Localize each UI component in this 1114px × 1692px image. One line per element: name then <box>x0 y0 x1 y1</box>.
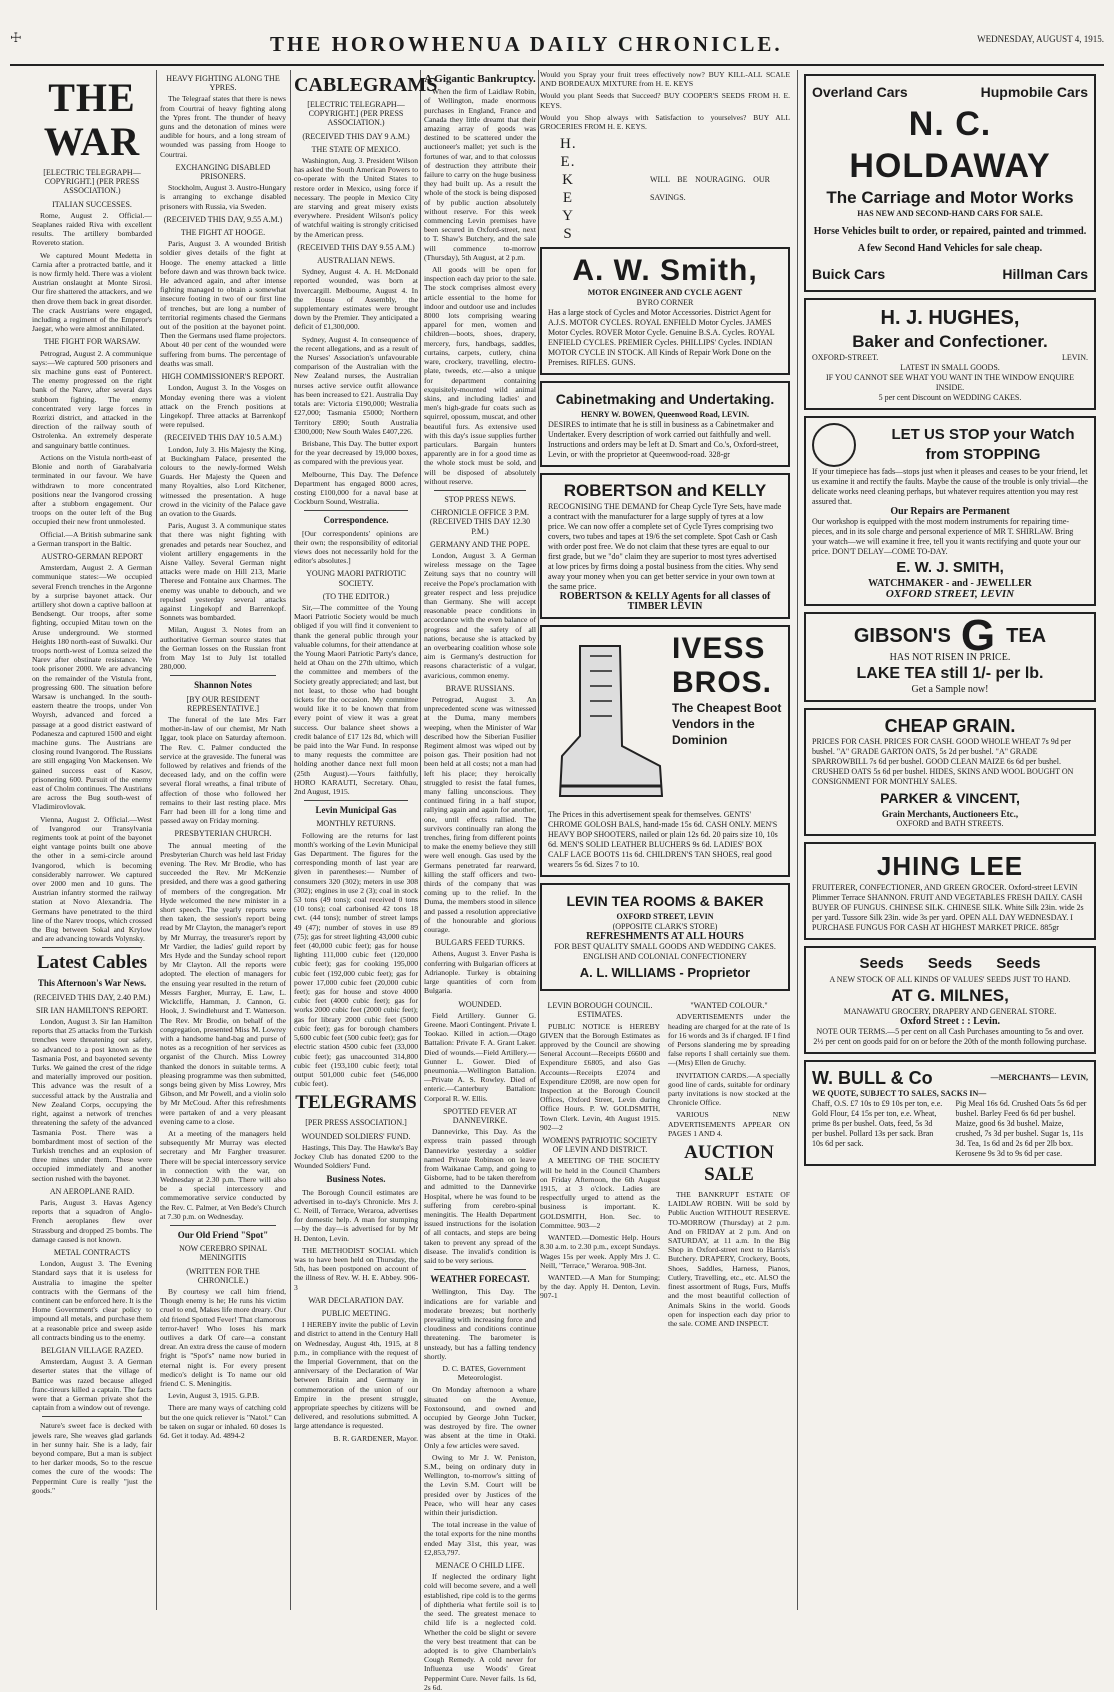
advert-verse: Nature's sweet face is decked with jewels rare, She weaves glad garlands in her sunny hair. She is a lady, fair beyond compare, But a man is subject to her darker moods, So to the rescue comes the cure of the woods: The Peppermint Cure is really "just the goods." <box>32 1421 152 1495</box>
gibson-line: Get a Sample now! <box>911 684 989 695</box>
article-paragraph: London, August 3. Sir Ian Hamilton reports that 25 attacks from the Turkish trenches were threatening our safety, so advanced to a post known as the Tasmania Post, and bayoneted seventy Turks. We gained the crest of the ridge and materially improved our position. This advance was the result of a successful attack by the Australia and New Zealand Corps, occupying the right, against a network of trenches threatening the safety of the advanced Tasmania Post. There was a bombardment most of section of the Turkish trenches and an explosion of three mines under them. These were occupied immediately and another section rushed with the bayonet. <box>32 1017 152 1183</box>
tea-rooms-advert <box>540 883 790 991</box>
holdaway-sub: The Carriage and Motor Works <box>826 188 1074 207</box>
pope-heading: GERMANY AND THE POPE. <box>429 539 530 549</box>
tea-sub: OXFORD STREET, LEVIN <box>616 912 714 922</box>
keys-ad-line: Would you Spray your fruit trees effectively now? BUY KILL-ALL SCALE AND BORDEAUX MIXTURE from H. E. KEYS <box>540 70 790 89</box>
wanted-notice: WANTED.—A Man for Stumping; by the day. Apply H. Denton, Levin. 907-1 <box>540 1272 660 1301</box>
article-paragraph: All goods will be open for inspection each day prior to the sale. The stock comprises almost every article essential to the home for indoor and outdoor use and includes 8000 lots comprising wearing apparel for men, women and children—boots, shoes, drapery, mercery, furs, handbags, saddles, curtains, carpets, cutlery, china ware, crockery, travelling, electro-plate, tweeds, etc.—also a unique for department containing exquisitely-mounted wild animal skins, and including ladies' and men's high-grade fur coats such as squirrel, opossum, muscat, and other beautiful furs. As extensive used with this day's issue supplies further particulars. Bargain hunters apparently are in for a good time as the whole stock must be sold, and will be disposed of absolutely without reserve. <box>424 265 536 486</box>
russians-heading: BRAVE RUSSIANS. <box>445 683 515 693</box>
grain-prices: PRICES FOR CASH. PRICES FOR CASH. GOOD WHOLE WHEAT 7s 9d per bushel. "A" GRADE GARTON OATS, 5s 2d per bushel. "A" GRADE SPARROWBILL 7s 6d per bushel. GOOD CLEAN MAIZE 6s 6d per bushel. CRUSHED OATS 5s 6d per bushel. HIDES, SKINS AND WOOL BOUGHT ON CONSIGNMENT FOR MONTHLY SALES. <box>812 737 1074 786</box>
jhing-details: FRUITERER, CONFECTIONER, AND GREEN GROCER. Oxford-street LEVIN Plimmer Terrace SHANNON. FRUIT AND VEGETABLES FRESH DAILY. CASH BUYER OF FUNGUS. CHINESE SILK. CHINESE SILK. White Silk 23in. wide 2s per yard. Tussore Silk 23in. wide 3s per yard. OPEN ALL DAY WEDNESDAY. I PURCHASE FUNGUS FOR CASH AT HIGHEST MARKET PRICE. 885gr <box>812 883 1084 932</box>
belgian-heading: BELGIAN VILLAGE RAZED. <box>40 1345 144 1355</box>
bowen-title: Cabinetmaking and Undertaking. <box>555 391 775 408</box>
hughes-advert <box>804 298 1096 410</box>
bowen-name: HENRY W. BOWEN, Queenwood Road, LEVIN. <box>580 410 750 420</box>
article-paragraph: Paris, August 3. A communique states that there was night fighting with grenades and petards near Souchez, and violent artillery engagements in the Aisne Valley. Several German night attacks were made on Hill 213, Marie Therese and Fontaine aux Charmes. The enemy was unable to debouch, and we repulsed yesterday several attacks against Lingekopf and Barrenkopf. Sonnets was bombarded. <box>160 521 286 623</box>
article-paragraph: Rome, August 2. Official.—Seaplanes raided Riva with excellent results. The artillery bombarded Rovereto station. <box>32 210 152 248</box>
boot-illustration <box>550 636 670 806</box>
milnes-name: AT G. MILNES, <box>891 986 1009 1005</box>
hughes-sub: Baker and Confectioner. <box>852 332 1048 351</box>
article-paragraph: The funeral of the late Mrs Farr mother-in-law of our chemist, Mr Nath Iggar, took place on Saturday afternoon. The Rev. C. Palmer conducted the service at the graveside. The funeral was followed by relatives and friends of the deceased lady, and on the coffin were several floral wreaths, a final tribute of affection of those who followed her remains to their last resting place. Mrs Farr had been ill for a long time and passed away on Friday morning. <box>160 715 286 826</box>
masthead-mark: ☩ <box>10 30 22 45</box>
presbyterian-heading: PRESBYTERIAN CHURCH. <box>174 829 272 839</box>
watch-permanent: Our Repairs are Permanent <box>890 506 1010 517</box>
article-paragraph: Washington, Aug. 3. President Wilson has asked the South American Powers to co-operate with the United States to restore order in Mexico, using force if necessary. The people in Mexico City are starving and great misery exists everywhere. President Wilson's policy of watchful waiting is strongly criticised by the American press. <box>294 156 418 239</box>
holdaway-name: N. C. HOLDAWAY <box>849 105 1051 185</box>
friend-heading: Our Old Friend "Spot" <box>177 1229 269 1240</box>
hupmobile-cars: Hupmobile Cars <box>980 84 1088 100</box>
mayor-signature: B. R. GARDENER, Mayor. <box>333 1433 418 1443</box>
seeds-line: A NEW STOCK OF ALL KINDS OF VALUES' SEEDS JUST TO HAND. <box>829 975 1071 984</box>
warsaw-heading: THE FIGHT FOR WARSAW. <box>43 337 141 347</box>
metal-heading: METAL CONTRACTS <box>53 1247 131 1257</box>
rk-details: RECOGNISING THE DEMAND for Cheap Cycle Tyre Sets, have made a contract with the manufacturer for a large supply of tyres at a low price. We can now offer a complete set of Cycle Tyres comprising two covers, two tubes and tapes at 19/6 the set complete. Spot Cash or Cash with order post free. We do not claim that these tyres are equal to our first grade, but we "do" claim they are superior to most tyres advertised at low prices by firms doing a postal business from the cities. Why send away your money when you can get better service in your own town at the same price. <box>548 502 782 592</box>
article-paragraph: If neglected the ordinary light cold will become severe, and a well established, ripe cold is to the germs of diphtheria what fertile soil is to the seed. The greatest menace to child life is a neglected cold. Whether the cold be slight or severe the very best treatment that can be adopted is to give Chamberlain's Cough Remedy. A cold never for Influenza use Woods' Great Peppermint Cure. Never fails. 1s 6d, 2s 6d. <box>424 1572 536 1692</box>
column-divider <box>538 70 539 1610</box>
gibson-g: G <box>960 611 997 660</box>
ypres-heading: HEAVY FIGHTING ALONG THE YPRES. <box>166 74 280 93</box>
holdaway-line: HAS NEW AND SECOND-HAND CARS FOR SALE. <box>857 209 1043 218</box>
article-paragraph: London, August 3. A German wireless message on the Tagee Zeitung says that no country will receive the Pope's proclamation with greater respect and less prejudice than Germany. She will accept reasonable peace conditions in accordance with the even balance of progress and the safety of all nations, because she is attacked by an overbearing coalition whose sole aim is Germany's destruction for reasons characteristic of a vulgar, avaricious, common enemy. <box>424 550 536 680</box>
hekeys-vertical: H. E. K E Y S <box>560 136 577 243</box>
watch-details: Our workshop is equipped with the most modern instruments for repairing time-pieces, and in its sole charge and personal experience of MR T. SHIRLAW. Bring your watch—we will examine it free, tell you it wants rectifying and quote your our price. DON'T DELAY—COME TO-DAY. <box>812 517 1081 556</box>
gas-heading: Levin Municipal Gas <box>315 805 397 816</box>
divider <box>42 947 142 948</box>
notice: THE METHODIST SOCIAL which was to have been held on Thursday, the 5th, has been postponed on account of the illness of Rev. W. H. E. Abbey. 906-3 <box>294 1245 418 1292</box>
letter: Sir,—The committee of the Young Maori Patriotic Society would be much obliged if you will find it convenient to thank the general public through your valuable columns, for their attendance at the Young Maori Patriotic Party's dance, held at Ohau on the 27th ultimo, which the committee and members of the Society greatly appreciated; and last, but not least, to those who had bought tickets for the occasion. My committee would like it to be known that from every point of view it was a great success. Our balance sheet shows a credit balance of £17 12s 8d, which will be paid into the War Fund. In response to many requests the committee are holding another dance next full moon (25th August).—Yours faithfully, HORO KARAUTI, Secretary. Ohau, 2nd August, 1915. <box>294 602 418 797</box>
tea-opposite: (OPPOSITE CLARK'S STORE) <box>612 922 718 932</box>
received-note: (RECEIVED THIS DAY 10.5 A.M.) <box>164 433 282 443</box>
returns-heading: MONTHLY RETURNS. <box>316 819 396 829</box>
bull-sub: —MERCHANTS— LEVIN, <box>990 1073 1088 1082</box>
press-note: [PER PRESS ASSOCIATION.] <box>305 1118 407 1128</box>
article-paragraph: We captured Mount Medetta in Carnia after a protracted battle, and it is now firmly held. There was a violent Austrian onslaught at Monte Sirosi. Our fire shattered the attackers, and we then drove them back in great disorder. The crack Austrians were engaged, including a regiment of the Emperor's Jaegar, who were almost annihilated. <box>32 250 152 334</box>
holdaway-advert <box>804 74 1096 292</box>
newspaper-title: THE HOROWHENUA DAILY CHRONICLE. <box>270 32 783 56</box>
tea-proprietor: A. L. WILLIAMS - Proprietor <box>579 965 751 981</box>
notice: I HEREBY invite the public of Levin and district to attend in the Century Hall on Wednesday, August 4th, 1915, at 8 p.m., in compliance with the request of the Imperial Government, that on the anniversary of the Declaration of War between Britain and Germany in commemoration of the union of our Empire in the present struggle, appropriate speeches by citizens will be delivered, and resolutions submitted. A large attendance is requested. <box>294 1320 418 1431</box>
council-heading: LEVIN BOROUGH COUNCIL. ESTIMATES. <box>547 1001 653 1020</box>
article-paragraph: Stockholm, August 3. Austro-Hungary is arranging to exchange disabled prisoners with Russia, via Sweden. <box>160 183 286 211</box>
hughes-line: 5 per cent Discount on WEDDING CAKES. <box>878 393 1022 402</box>
column-divider <box>420 70 421 1610</box>
divider <box>170 675 276 676</box>
received-note: CHRONICLE OFFICE 3 P.M. (RECEIVED THIS DAY 12.30 P.M.) <box>429 508 531 536</box>
tea-details: FOR BEST QUALITY SMALL GOODS AND WEDDING CAKES. ENGLISH AND COLONIAL CONFECTIONERY <box>554 942 776 962</box>
buick-cars: Buick Cars <box>812 266 886 282</box>
milnes-sub: MANAWATU GROCERY, DRAPERY AND GENERAL STORE. <box>843 1007 1057 1016</box>
war-day-heading: WAR DECLARATION DAY. <box>308 1295 404 1305</box>
article-paragraph: The total increase in the value of the total exports for the nine months ended May 31st, this year, was £2,853,797. <box>424 1520 536 1557</box>
article-paragraph: Paris, August 3. A wounded British soldier gives details of the fight at Hooge. The enemy attacked a little before dawn and was thrown back twice. He advanced again, and after intense fighting managed to obtain a somewhat insecure footing in two of our first line of trenches, but are long a number of territorial regiments chased the Germans out of the position at the bayonet point. Then the Germans used flame projectors. About 40 per cent of the wounded were suffering from burns. The percentage of deaths was small. <box>160 239 286 368</box>
article-paragraph: The annual meeting of the Presbyterian Church was held last Friday evening. The Rev. Mr Brodie, who has succeeded the Rev. Mr McKenzie presided, and there was a good gathering of members of the congregation. Mr Hyde welcomed the new minister in a short speech. The yearly reports were then taken, the session's report being read by Mr Clayton, the manager's report by Mr Murray, the treasurer's report by Mr Vardier, the ladies' guild report by Mrs Hyde and the Sunday school report by Mr Clayton. All the reports were adopted. The election of managers for the ensuing year resulted in the return of Messrs Fargher, Murray, E. Law, L. Wickcliffe, Hamman, J. Cannon, G. Hook, J. Swindlehurst and T. Watterson. The Rev. Mr Brodie, on behalf of the congregation, presented Miss M. Lowrey with a handsome hand-bag and purse of notes as a recognition of her services as organist of the Church. Miss Lowrey thanked the donors in suitable terms. A pleasing programme was then submitted, songs being given by Miss Lowrey, Mrs Gibson, and Mr Powell, and a violin solo by Mr McCoud. After this refreshments were partaken of and a very pleasant evening came to a close. <box>160 840 286 1126</box>
fund-heading: WOUNDED SOLDIERS' FUND. <box>301 1131 411 1141</box>
article-paragraph: Sydney, August 4. In consequence of the recent allegations, and as a result of the Nurses' Association's unfavourable comparison of the Australian with the New Zealand nurses, the Australian nurses active service outfit allowance has been increased to £21. Australia Day totals are: Victoria £190,000; Westralia £27,000; Tasmania £5000; Northern Territory £890; South Australia £300,000; New South Wales £407,226. <box>294 334 418 436</box>
received-note: (RECEIVED THIS DAY 9 A.M.) <box>302 131 410 141</box>
invitation-notice: INVITATION CARDS.—A specially good line of cards, suitable for ordinary party invitations is now stocked at the Chronicle Office. <box>668 1070 790 1108</box>
hillman-cars: Hillman Cars <box>1002 266 1088 282</box>
tea-title: LEVIN TEA ROOMS & BAKER <box>566 893 764 910</box>
bull-quote: WE QUOTE, SUBJECT TO SALES, SACKS IN— <box>812 1089 987 1098</box>
smith-advert <box>540 247 790 375</box>
column-adverts-right <box>804 70 1096 1610</box>
business-heading: Business Notes. <box>326 1174 386 1185</box>
colour-heading: "WANTED COLOUR." <box>690 1001 768 1011</box>
article-paragraph: Sydney, August 4. A. H. McDonald reported wounded, was born at Invercargill. Melbourne, August 4. In the House of Assembly, the supplementary estimates were brought down by the Premier. They anticipated a deficit of £1,300,000. <box>294 267 418 332</box>
grain-name: PARKER & VINCENT, <box>880 790 1020 806</box>
australian-heading: AUSTRALIAN NEWS. <box>317 256 395 266</box>
article-paragraph: London, August 3. In the Vosges on Monday evening there was a violent attack on the French positions at Lingekopf. Three attacks at Barrenkopf were repulsed. <box>160 383 286 430</box>
bull-prices-left: Chaff, O.S. £7 10s to £9 10s per ton, e.e. Gold Flour, £4 15s per ton, e.e. Wheat, prime 8s per bushel. Oats, feed, 5s 3d per bushel. Pollard 13s per sack. Bran 10s 6d per sack. <box>812 1099 943 1148</box>
received-note: (RECEIVED THIS DAY, 2.40 P.M.) <box>33 992 151 1002</box>
received-note: (RECEIVED THIS DAY, 9.55 A.M.) <box>163 214 283 224</box>
article-paragraph: Paris, August 3. Havas Agency reports that a squadron of Anglo-French aeroplanes flew over Strassburg and dropped 25 bombs. The damage caused is not known. <box>32 1197 152 1244</box>
gibson-name: GIBSON'S <box>853 625 951 647</box>
seeds-title: Seeds Seeds Seeds <box>859 955 1041 972</box>
editorial-note: [Our correspondents' opinions are their own; the responsibility of editorial views does not necessarily hold for the editor's absolutes.] <box>294 528 418 566</box>
poem: By courtesy we call him friend, Though enemy is he; He runs his victim cruel to end, Makes life more dreary. Our old friend Spotted Fever! That clamorous terror-haver! Who loses his mark outlives a dark Of care—a constant drear. An extra dress the cause of modern fright is "Spot's" name now buried in eternal night is. For every present medico's delight is To name our old friend C. S. Meningitis. <box>160 1286 286 1389</box>
austro-heading: AUSTRO-GERMAN REPORT <box>41 551 143 561</box>
article-paragraph: When the firm of Laidlaw Robin, of Wellington, made enormous purchases in England, France and Canada they little dreamt that their amazing array of goods was destined to be scattered under the auctioneer's mallet; yet such is the fortunes of war, and to that colossus of destruction they attribute their failure to carry on the huge business they had built up. As a result the whole of the stock is being disposed of by public auction absolutely without reserve. For this week commencing Levin premises have been secured in Oxford-street, next to T. Shaw's Butchery, and the sale will commence to-morrow (Thursday), 5th August, at 2 p.m. <box>424 87 536 262</box>
smith-details: Has a large stock of Cycles and Motor Accessories. District Agent for A.J.S. MOTOR CYCLES. ROYAL ENFIELD Motor Cycles. JAMES Motor Cycles. ROVER Motor Cycle. Genuine B.S.A. Cycles. ROYAL ENFIELD CYCLES. PREMIER Cycles. PHILLIPS' Cycles. INDIAN MOTOR CYCLE IN STOCK. All Kinds of Repair Work Done on the Premises. RIFLES. GUNS. <box>548 308 775 368</box>
advert-paragraph: There are many ways of catching cold but the one quick reliever is "Natol." Can be taken on sugar or inhaled. 60 doses 1s 6d. Get it today. Ad. 4894-2 <box>160 1403 286 1441</box>
watch-address: OXFORD STREET, LEVIN <box>885 588 1015 600</box>
bankruptcy-heading: A Gigantic Bankruptcy. <box>424 73 536 85</box>
article-paragraph: Athens, August 3. Enver Pasha is conferring with Bulgarian officers at Adrianople. Turkey is obtaining large quantities of corn from Bulgaria. <box>424 949 536 996</box>
keys-ad-line: Would you Shop always with Satisfaction to yourselves? BUY ALL GROCERIES FROM H. E. KEYS. <box>540 112 790 132</box>
menace-heading: MENACE O CHILD LIFE. <box>435 1561 525 1571</box>
grain-address: OXFORD and BATH STREETS. <box>896 819 1004 828</box>
hamilton-heading: SIR IAN HAMILTON'S REPORT. <box>36 1005 148 1015</box>
stop-press-heading: STOP PRESS NEWS. <box>444 494 516 504</box>
article-paragraph: Official.—A British submarine sank a German transport in the Baltic. <box>32 529 152 548</box>
divider <box>304 510 408 511</box>
article-paragraph: Amsterdam, August 3. A German deserter states that the village of Battice was razed because alleged franc-tireurs killed a captain. The facts were that a German private shot the captain from a window out of revenge. <box>32 1357 152 1413</box>
prisoners-heading: EXCHANGING DISABLED PRISONERS. <box>175 162 271 182</box>
article-paragraph: Dannevirke, This Day. As the express train passed through Dannevirke yesterday a soldier named Private Robinson on leave from Waikanae Camp, and going to Gisborne, had to be taken therefrom and admitted to the Dannevirke Hospital, where he was found to be suffering from cerebro-spinal meningitis. The Health Department issued instructions for the isolation of all contacts, and steps are being taken to prevent any spread of the disease. The invalid's condition is said to be very serious. <box>424 1127 536 1265</box>
rk-title: ROBERTSON and KELLY <box>563 481 767 501</box>
hekeys-slogan: WILL BE NOURAGING. OUR SAVINGS. <box>650 175 770 203</box>
smith-corner: BYRO CORNER <box>636 298 694 308</box>
hooge-heading: THE FIGHT AT HOOGE. <box>180 228 266 238</box>
ivess-name-1: IVESS <box>672 632 766 666</box>
grain-sub: Grain Merchants, Auctioneers Etc., <box>881 809 1019 819</box>
poem-signature: Levin, August 3, 1915. G.P.B. <box>168 1391 260 1401</box>
divider <box>434 490 526 491</box>
auction-heading: AUCTION SALE <box>684 1142 774 1186</box>
jhing-lee-advert <box>804 842 1096 940</box>
adverts-notice: VARIOUS NEW ADVERTISEMENTS APPEAR ON PAGES 1 AND 4. <box>668 1110 790 1138</box>
masthead <box>10 30 1104 66</box>
watch-title: LET US STOP your Watch from STOPPING <box>891 426 1075 463</box>
bull-name: W. BULL & Co <box>812 1068 933 1088</box>
commissioner-heading: HIGH COMMISSIONER'S REPORT. <box>161 372 285 382</box>
holdaway-line: Horse Vehicles built to order, or repaired, painted and trimmed. <box>813 226 1087 237</box>
cable-notice: [ELECTRIC TELEGRAPH—COPYRIGHT.] (PER PRESS ASSOCIATION.) <box>43 168 141 196</box>
column-cables-shannon <box>160 70 286 1610</box>
divider <box>42 1416 142 1417</box>
article-paragraph: Petrograd, August 2. A communique says:—We captured 500 prisoners and six machine guns east of Ponterect. The enemy progressed on the right bank of the Narev, after several days stubborn fighting. The enemy concentrated very large forces in Rozrizi district, and attacked in the direction of the railway south of Ostrolenka. An extremely desperate and sanguinary battle continues. <box>32 348 152 450</box>
wounded-heading: WOUNDED. <box>458 999 502 1009</box>
ivess-prices: The Prices in this advertisement speak for themselves. GENTS' CHROME GOLOSH BALS, hand-made 15s 6d. CASH ONLY. MEN'S HEAVY BOP SHOOTERS, nailed or plain 12s 6d. 20 pairs size 10, 10s 6d. MEN'S SOLID LEATHER BLUCHERS 9s 6d. LADIES' BOX CALF LACE BOOTS 11s 6d. CHILDREN'S TAN SHOES, real good wearers 5s 6d. Sizes 7 to 10. <box>548 810 778 870</box>
milnes-terms: NOTE OUR TERMS.—5 per cent on all Cash Purchases amounting to 5s and over. 2½ per cent on goods paid for on or before the 20th of the month following purchase. <box>813 1027 1087 1046</box>
watch-details: If your timepiece has fads—stops just when it pleases and ceases to be your friend, let us examine it and rectify the faults. Maybe the cause of the trouble is only trivial—the delicate works need cleaning perhaps, but whatever requires attention you may rest assured that. <box>812 467 1088 506</box>
smith-name: A. W. Smith, <box>572 254 758 288</box>
italian-heading: ITALIAN SUCCESSES. <box>52 199 132 209</box>
watch-name: E. W. J. SMITH, <box>896 559 1004 576</box>
watch-icon <box>812 423 856 467</box>
article-paragraph: London, August 3. The Evening Standard says that it is useless for Australia to imagine the spelter contracts with the Germans of the continent can be enforced here. It is the Home Government's clear policy to impound all metals, and purchase them at a reasonable price and sweep aside all contracts binding us to the enemy. <box>32 1259 152 1342</box>
article-paragraph: The Telegraaf states that there is news from Courtrai of heavy fighting along the Ypres front. The thunder of heavy guns and the detonation of mines were audible for hours, and a long stream of wounded was passing from Hooge to Courtrai. <box>160 94 286 159</box>
divider <box>434 1269 526 1270</box>
bull-prices-right: Pig Meal 16s 6d. Crushed Oats 5s 6d per bushel. Barley Feed 6s 6d per bushel. Maize, good 6s 3d bushel. Maize, crushed, 7s 3d per bushel. Sugar 1s, 11s 3d. Tea, 1s 6d and 2s 6d per 2lb box. Kerosene 9s 3d to 9s 6d per case. <box>955 1099 1087 1158</box>
grain-advert <box>804 708 1096 836</box>
shannon-heading: Shannon Notes <box>194 680 252 691</box>
cable-notice: [ELECTRIC TELEGRAPH—COPYRIGHT.] (PER PRESS ASSOCIATION.) <box>307 100 405 128</box>
gibson-line: HAS NOT RISEN IN PRICE. <box>889 652 1011 663</box>
watch-trade: WATCHMAKER - and - JEWELLER <box>868 578 1032 589</box>
watch-advert <box>804 416 1096 606</box>
hughes-line: LATEST IN SMALL GOODS. <box>900 363 1000 372</box>
grain-title: CHEAP GRAIN. <box>884 716 1016 736</box>
received-note: (RECEIVED THIS DAY 9.55 A.M.) <box>297 242 415 252</box>
auction-notice: THE BANKRUPT ESTATE OF LAIDLAW ROBIN. Will be sold by Public Auction WITHOUT RESERVE. TO-MORROW (Thursday) at 2 p.m. And on FRIDAY at 2 p.m. And on SATURDAY, at 11 a.m. In the Big Shop in Oxford-street next to Harris's Butchery. DRAPERY, Crockery, Boots, Shoes, Saddles, Harness, Pianos, Cutlery, Travelling, etc., etc. ALSO the finest assortment of Rugs, Furs, Muffs and the most beautiful collection of Animals Skins in the world. Goods open for inspection each day prior to the sale. COME AND INSPECT. <box>668 1190 790 1328</box>
mexico-heading: THE STATE OF MEXICO. <box>311 144 401 154</box>
jhing-name: JHING LEE <box>876 851 1024 881</box>
holdaway-line: A few Second Hand Vehicles for sale cheap. <box>857 243 1043 254</box>
article-paragraph: Petrograd, August 3. An unprecedented scene was witnessed at the Duma, many members weeping, when the Minister of War described how the Siberian Fusilier Regiment almost was wiped out by poison gas. Their position had not been held at all costs; not a man had left his place; they heroically struggled to resist the fatal fumes, many falling unconscious. They continued firing in a half stupor, rallying again and again for another, one, until effects rallied. The survivors continually ran along the trenches, firing from different points to make the enemy believe they still were well enough. Gas used by the Germans penetrated far rearward, killing the staff officers and two-thirds of the company that was coming up to the relief. In the Duma, the members stood in silence and passed a resolution appreciative of the honourable and glorious courage. <box>424 695 536 935</box>
hughes-name: H. J. HUGHES, <box>880 307 1020 329</box>
ivess-slogan: The Cheapest Boot Vendors in the Dominion <box>672 701 782 748</box>
article-paragraph: Milan, August 3. Notes from an authoritative German source states that the German losses on the Russian front from May 1st to July 1st totalled 280,000. <box>160 625 286 672</box>
womens-heading: WOMEN'S PATRIOTIC SOCIETY OF LEVIN AND DISTRICT. <box>542 1136 658 1155</box>
ivess-name-2: BROS. <box>672 666 773 700</box>
rk-footer: ROBERTSON & KELLY Agents for all classes of TIMBER LEVIN <box>559 591 771 613</box>
article-paragraph: At a meeting of the managers held subsequently Mr Murray was elected secretary and Mr Fargher treasurer. There will be special intercessory service in connection with the war, on Wednesday at 2.30 p.m. There will also be a special intercessory and commemorative service conducted by the Rev. C. Palmer, at Ven Bede's Church at 7.30 p.m. on Wednesday. <box>160 1128 286 1221</box>
article-paragraph: Vienna, August 2. Official.—West of Ivangorod our Transylvania regiments took at point of the bayonet eight vantage points built one above the other in a semi-circle around Ivangorod, which is becoming considerably narrower. We captured over 2000 men and 10 guns. The Austrian infantry stormed the railway station at Novo Alexandria. The Germans have penetrated to the third line of the Narev troops, which crossed the Bug between Sokal and Krylow and are advancing towards Volynsky. <box>32 814 152 944</box>
afternoon-heading: This Afternoon's War News. <box>37 978 147 989</box>
telegrams-headline: TELEGRAMS <box>295 1092 417 1114</box>
correspondence-heading: Correspondence. <box>323 515 389 526</box>
smith-sub: MOTOR ENGINEER AND CYCLE AGENT <box>587 288 743 298</box>
article-paragraph: Hastings, This Day. The Hawke's Bay Jockey Club has donated £200 to the Wounded Soldiers' Fund. <box>294 1142 418 1171</box>
hughes-town: LEVIN. <box>1062 353 1088 362</box>
gibson-price: LAKE TEA still 1/- per lb. <box>856 665 1044 682</box>
ivess-advert <box>540 625 790 877</box>
article-paragraph: Brisbane, This Day. The butter export for the year decreased by 19,000 boxes, as compared with the previous year. <box>294 438 418 467</box>
overland-cars: Overland Cars <box>812 84 908 100</box>
issue-date: WEDNESDAY, AUGUST 4, 1915. <box>977 34 1104 44</box>
bowen-advert <box>540 381 790 467</box>
public-meeting-heading: PUBLIC MEETING. <box>321 1308 391 1318</box>
robertson-kelly-advert <box>540 473 790 619</box>
bull-advert <box>804 1060 1096 1166</box>
womens-notice: A MEETING OF THE SOCIETY will be held in the Council Chambers on Friday Afternoon, the 6th August 1915, at 3 o'clock. Ladies are respectfully urged to attend as the business is important. K. GOLDSMITH, Hon. Sec. to Committee. 903—2 <box>540 1156 660 1230</box>
written-note: (WRITTEN FOR THE CHRONICLE.) <box>186 1266 260 1285</box>
article-paragraph: On Monday afternoon a whare situated on the Avenue, Foxtonsound, and owned and occupied by George John Tucker, was destroyed by fire. The owner was absent at the time in Otaki. Only a few articles were saved. <box>424 1385 536 1450</box>
column-divider <box>797 70 798 1610</box>
article-paragraph: The Borough Council estimates are advertised in to-day's Chronicle. Mrs J. C. Neill, of Terrace, Weraroa, advertises for domestic help. A man for stumping—by the day—is advertised for by Mr H. Denton, Levin. <box>294 1187 418 1243</box>
representative-note: [BY OUR RESIDENT REPRESENTATIVE.] <box>186 694 260 713</box>
meteorologist: D. C. BATES, Government Meteorologist. <box>442 1364 526 1383</box>
colour-notice: ADVERTISEMENTS under the heading are charged for at the rate of 1s for 16 words and 3s if charged. IF I find of Persons slandering me by spreading false reports I shall certainly sue them.—(Mrs) Ellen de Gruchy. <box>668 1012 790 1068</box>
gibson-advert <box>804 612 1096 702</box>
column-adverts-left <box>540 70 790 1610</box>
keys-ad-line: Would you plant Seeds that Succeed? BUY COOPER'S SEEDS FROM H. E. KEYS. <box>540 91 790 110</box>
article-paragraph: Field Artillery. Gunner G. Greene. Maori Contingent. Private I. Tookao. Killed in action.—Otago Battalion: Private F. A. Grant Laker. Died of wounds.—Field Artillery.—Gunner L. Gower. Died of pneumonia.—Wellington Battalion.—Private A. S. Rowley. Died of enteric.—Canterbury Battalion: Corporal R. W. Ellis. <box>424 1010 536 1103</box>
article-paragraph: Actions on the Vistula north-east of Blonie and north of Garabalvaria terminated in our favour. We have withdrawn to more concentrated positions near the Ivangorod crossing after a stubborn engagement. Our troops on the outer left of the Bug occupied their new front unmolested. <box>32 452 152 527</box>
article-paragraph: Amsterdam, August 2. A German communique states:—We occupied several French trenches in the Argonne by a surprise bayonet attack. Our artillery shot down a captive balloon at Bendsengt. Our troops, after some fighting, occupied Mitau town on the Aruse underground. We stormed Heights 180 north-east of Suwalki. Our troops north-west of Lomza seized the Narev after obstinate resistance. We took prisoner 2000. We are advancing on the remainder of the Vistula front, progressing 600. The situation before Warsaw is unchanged. In the south-eastern theatre the troops, under Von Woyrsh, advanced and forced a passage at a good district eastward of Podanesza and captured 1500 and eight machine guns. The Austrians are closing round Ivangorod. The Russians are still engaging Von Mackensen. We gained success east of Kasov, prisonering 600. Pursuit of the enemy east of Cholm continues. The Austrians are across the Bug south-west of Vladimirovlovak. <box>32 563 152 812</box>
to-editor: (TO THE EDITOR.) <box>322 591 390 601</box>
divider <box>170 1225 276 1226</box>
weather-heading: WEATHER FORECAST. <box>430 1274 530 1285</box>
tea-refreshments: REFRESHMENTS AT ALL HOURS <box>586 931 744 943</box>
maori-heading: YOUNG MAORI PATRIOTIC SOCIETY. <box>306 569 406 588</box>
column-cablegrams <box>294 70 438 1610</box>
divider <box>304 800 408 801</box>
hughes-street: OXFORD-STREET. <box>812 353 879 362</box>
article-paragraph: Melbourne, This Day. The Defence Department has engaged 8000 acres, costing £100,000 for a naval base at Cockburn Sound, Westralia. <box>294 469 418 507</box>
aeroplane-heading: AN AEROPLANE RAID. <box>49 1186 135 1196</box>
bulgars-heading: BULGARS FEED TURKS. <box>435 938 525 948</box>
council-notice: PUBLIC NOTICE is HEREBY GIVEN that the Borough Estimates as approved by the Council are showing Seneral Account—Receipts £6600 and Expenditure £6805, and also Gas Accounts—Receipts £2074 and Expenditure £2098, are now open for Inspection at the Borough Council Offices, Oxford Street, Levin during Office Hours. P. W. GOLDSMITH, Town Clerk. Levin, 4th August 1915. 902—2 <box>540 1021 660 1132</box>
milnes-advert <box>804 946 1096 1054</box>
bowen-details: DESIRES to intimate that he is still in business as a Cabinetmaker and Undertaker. Every description of work carried out faithfully and well. Instructions and orders may be left at D. Smart and Co.'s, Oxford-street, Levin, or with the proprietor at Queenwood-road. 328-gr <box>548 420 779 460</box>
article-paragraph: Owing to Mr J. W. Peniston, S.M., being on ordinary duty in Wellington, to-morrow's sitting of the Levin S.M. Court will be presided over by Justices of the Peace, who will hear any cases within their jurisdiction. <box>424 1452 536 1518</box>
hughes-line: IF YOU CANNOT SEE WHAT YOU WANT IN THE WINDOW ENQUIRE INSIDE. <box>826 373 1074 392</box>
gibson-tea: TEA <box>1006 625 1047 647</box>
column-bankruptcy <box>424 70 536 1692</box>
fever-heading: SPOTTED FEVER AT DANNEVIRKE. <box>443 1106 517 1125</box>
column-war-news <box>32 70 152 1610</box>
war-headline: THE WAR <box>43 75 141 164</box>
column-divider <box>156 70 157 1610</box>
milnes-address: Oxford Street : : Levin. <box>899 1016 1001 1027</box>
article-paragraph: Wellington, This Day. The indications are for variable and moderate breezes; but northerly prevailing with increasing force and cloudiness and conditions continue threatening. The barometer is unsteady, but has a falling tendency shortly. <box>424 1287 536 1361</box>
latest-cables-heading: Latest Cables <box>36 952 148 974</box>
article-paragraph: London, July 3. His Majesty the King, at Buckingham Palace, presented the colours to the newly-formed Welsh Guards. Her Majesty the Queen and many Royalties, also Lord Kitchener, witnessed the presentation. A huge crowd in the vicinity of the Palace gave an ovation to the Guards. <box>160 444 286 518</box>
column-divider <box>290 70 291 1610</box>
wanted-notice: WANTED.—Domestic Help. Hours 8.30 a.m. to 2.30 p.m., except Sundays. Wages 15s per week. Apply Mrs J. C. Neill, "Terrace," Weraroa. 908-3nt. <box>540 1233 660 1270</box>
cerebro-heading: NOW CEREBRO SPINAL MENINGITIS <box>179 1244 267 1263</box>
article-paragraph: Following are the returns for last month's working of the Levin Municipal Gas Department. The figures for the corresponding month of last year are given in parentheses:— Number of consumers 320 (302); meters in use 308 (302); engines in use 2 (3); coal in stock 53 tons (49 tons); coal received 0 tons (10 tons); coal carbonised 42 tons 18 cwt. (44 tons); number of street lamps 49 (47); number of stoves in use 89 (75); gas for street lighting 43,000 cubic feet (40,000 cubic feet); gas for house lighting 111,000 cubic feet (120,000 cubic feet); gas for cooking 195,000 cubic feet (192,000 cubic feet); gas for power 17,000 cubic feet (20,000 cubic feet); gas for house and stove 4000 cubic feet (4000 cubic feet); gas for works 2000 cubic feet (2000 cubic feet); gas for library 2000 cubic feet (5000 cubic feet); gas for borough chambers 5,600 cubic feet (500 cubic feet); gas for electric station 4500 cubic feet (33,000 cubic feet); gas unaccounted 314,800 cubic feet (193,100 cubic feet); total output 501,000 cubic feet (546,000 cubic feet). <box>294 830 418 1089</box>
cablegrams-headline: CABLEGRAMS <box>294 74 438 96</box>
